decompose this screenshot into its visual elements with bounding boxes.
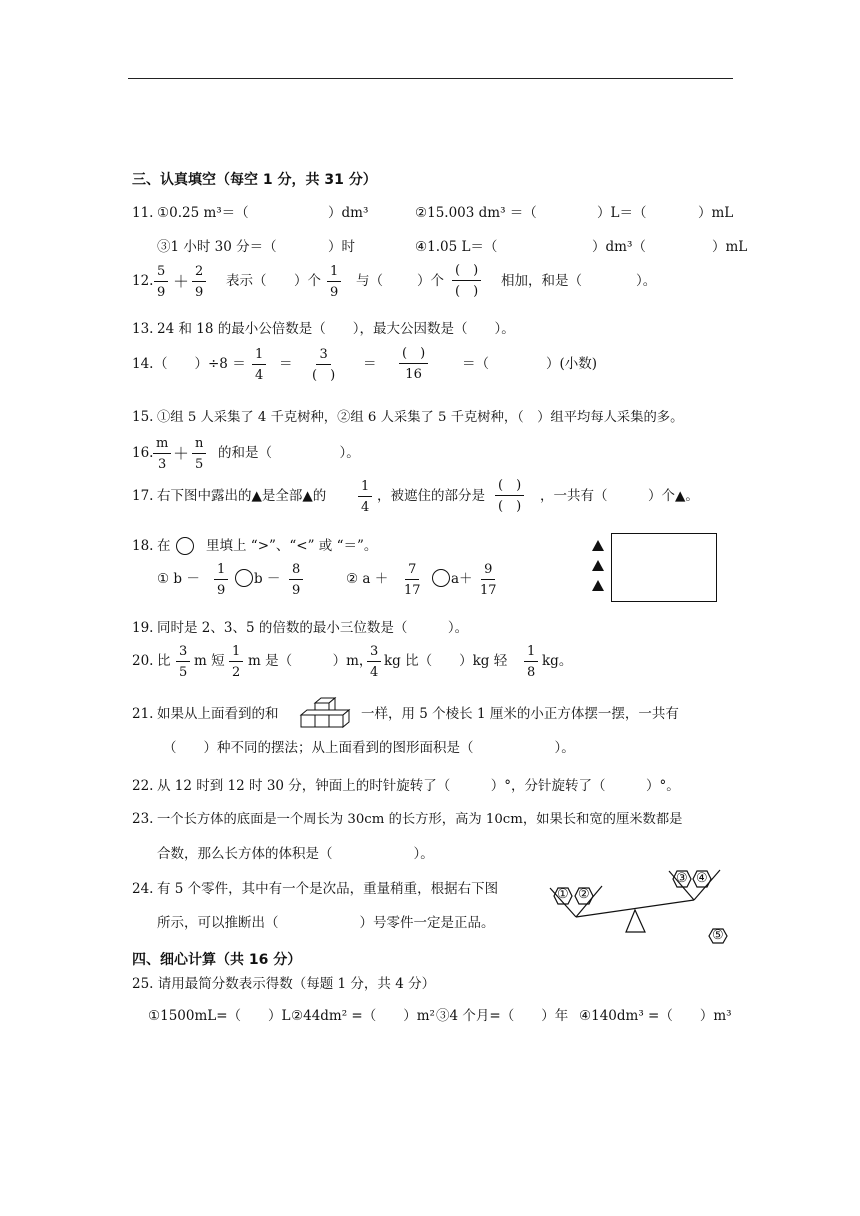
q12-fraction-4: ( ) ( ) (452, 264, 481, 298)
q18-a-fraction-1: 1 9 (214, 563, 228, 597)
q25-c: ③4 个月=（ ）年 (436, 1008, 569, 1024)
q16-plus: ＋ (173, 444, 190, 463)
q18-text-1: 在 (157, 538, 171, 554)
q25-title: 25. 请用最简分数表示得数（每题 1 分，共 4 分） (132, 976, 436, 992)
q23-text-1: 一个长方体的底面是一个周长为 30cm 的长方形，高为 10cm，如果长和宽的厘米数都是 (157, 812, 683, 827)
q12-fraction-1: 5 9 (154, 265, 168, 299)
part-4-label: ④ (696, 871, 708, 886)
q18-a-circle-input[interactable] (235, 569, 253, 587)
triangle-icon (592, 560, 604, 571)
q12-text-6: ）。 (636, 273, 657, 289)
q14-fraction-2: 3 ( ) (312, 347, 336, 383)
q20-text-1: 比 (157, 653, 171, 669)
q25-a: ①1500mL=（ ）L (148, 1008, 291, 1024)
q14-fraction-1: 1 4 (252, 348, 266, 382)
q12-number: 12. (132, 273, 154, 289)
q23-number: 23. (132, 811, 154, 827)
q16-fraction-2: n 5 (192, 437, 206, 471)
q24-number: 24. (132, 881, 154, 897)
q14-number: 14. (132, 356, 154, 372)
q11-number: 11. (132, 205, 154, 221)
header-rule (128, 78, 733, 79)
q19-number: 19. (132, 620, 154, 636)
q11-d-end: ）mL (712, 239, 748, 255)
q24-text-2: 所示，可以推断出（ ）号零件一定是正品。 (157, 915, 495, 931)
q11-d: ④1.05 L＝（ (415, 239, 498, 255)
q20-text-2: m 短 (194, 653, 225, 669)
q20-number: 20. (132, 653, 154, 669)
q14-eq-2: ＝ (363, 356, 377, 372)
q17-text-1: 右下图中露出的▲是全部▲的 (157, 488, 327, 504)
section-title: 三、认真填空（每空 1 分，共 31 分） (132, 172, 377, 188)
q12-text-1: 表示（ (226, 273, 267, 289)
q14-eq-1: ＝ (279, 356, 293, 372)
q15-number: 15. (132, 409, 154, 425)
q20-fraction-3: 3 4 (367, 645, 381, 679)
part-1-label: ① (557, 887, 569, 902)
part-2-label: ② (578, 887, 590, 902)
q14-text-3: ）(小数) (546, 356, 598, 372)
q25-d: ④140dm³ =（ ）m³ (579, 1008, 732, 1024)
cover-rectangle (611, 533, 717, 602)
q15-text: ①组 5 人采集了 4 千克树种，②组 6 人采集了 5 千克树种，（ ）组平均每人采集的多。 (157, 410, 684, 425)
q23-text-2: 合数，那么长方体的体积是（ ）。 (157, 846, 434, 862)
q20-text-4: kg 比（ ）kg 轻 (384, 653, 508, 669)
q16-number: 16. (132, 445, 154, 461)
q25-b: ②44dm² =（ ）m² (291, 1008, 435, 1024)
q24-text-1: 有 5 个零件，其中有一个是次品，重量稍重，根据右下图 (157, 881, 499, 897)
q17-fraction-1: 1 4 (358, 480, 372, 514)
q20-fraction-2: 1 2 (229, 645, 243, 679)
q11-a-end: ）dm³ (328, 205, 369, 221)
triangle-icon (592, 540, 604, 551)
q18-a-text-2: b － (254, 571, 281, 587)
q18-a-fraction-2: 8 9 (289, 563, 303, 597)
part-3-label: ③ (676, 871, 688, 886)
compare-circle-icon (176, 537, 194, 555)
q18-b-fraction-1: 7 17 (404, 562, 421, 598)
q13-text: 24 和 18 的最小公倍数是（ ），最大公因数是（ ）。 (157, 321, 515, 337)
q17-number: 17. (132, 488, 154, 504)
q12-plus: ＋ (173, 272, 190, 291)
q11-b-end: ）mL (698, 205, 734, 221)
q11-a: ①0.25 m³＝（ (157, 205, 249, 221)
balance-scale-figure (548, 862, 738, 950)
q11-b: ②15.003 dm³ ＝（ (415, 205, 537, 221)
section-4-title: 四、细心计算（共 16 分） (132, 952, 302, 968)
q11-d-mid: ）dm³（ (592, 239, 646, 255)
cubes-figure-icon (297, 695, 353, 731)
q21-text-2: 一样，用 5 个棱长 1 厘米的小正方体摆一摆，一共有 (361, 706, 679, 722)
q13-number: 13. (132, 321, 154, 337)
q17-text-2: ，被遮住的部分是 (377, 488, 485, 504)
q11-c: ③1 小时 30 分＝（ (157, 239, 277, 255)
q18-a-text-1: ① b － (157, 571, 200, 587)
q16-text: 的和是（ ）。 (218, 445, 360, 461)
q18-b-text-1: ② a ＋ (346, 571, 389, 587)
q11-b-mid: ）L＝（ (597, 205, 647, 221)
part-5-label: ⑤ (712, 928, 724, 943)
q14-fraction-3: ( ) 16 (399, 347, 428, 381)
q18-text-2: 里填上 “>”、“<” 或 “＝”。 (206, 538, 378, 554)
q20-text-3: m 是（ ）m， (248, 653, 373, 669)
q12-fraction-2: 2 9 (192, 265, 206, 299)
q22-number: 22. (132, 778, 154, 794)
q20-text-5: kg。 (542, 653, 573, 669)
q20-fraction-1: 3 5 (176, 645, 190, 679)
q21-text-1: 如果从上面看到的和 (157, 706, 279, 722)
q12-fraction-3: 1 9 (327, 265, 341, 299)
q12-text-5: 相加，和是（ (501, 273, 582, 289)
q14-text-2: ＝（ (462, 356, 489, 372)
q20-fraction-4: 1 8 (524, 645, 538, 679)
q22-text: 从 12 时到 12 时 30 分，钟面上的时针旋转了（ ）°，分针旋转了（ ）°。 (157, 778, 680, 794)
q18-b-circle-input[interactable] (432, 569, 450, 587)
q12-text-3: 与（ (356, 273, 383, 289)
q16-fraction-1: m 3 (153, 437, 171, 471)
q18-number: 18. (132, 538, 154, 554)
q17-fraction-2: ( ) ( ) (495, 479, 524, 513)
triangle-icon (592, 580, 604, 591)
q17-text-3: ，一共有（ ）个▲。 (540, 488, 699, 504)
q18-b-text-2: a＋ (451, 571, 473, 587)
q21-text-3: （ ）种不同的摆法；从上面看到的图形面积是（ ）。 (163, 740, 575, 756)
q12-text-4: ）个 (417, 273, 444, 289)
q21-number: 21. (132, 706, 154, 722)
q19-text: 同时是 2、3、5 的倍数的最小三位数是（ ）。 (157, 620, 469, 636)
q14-text-1: （ ）÷8 ＝ (154, 356, 246, 372)
q18-b-fraction-2: 9 17 (480, 562, 497, 598)
q12-text-2: ）个 (294, 273, 321, 289)
q11-c-end: ）时 (328, 239, 355, 255)
